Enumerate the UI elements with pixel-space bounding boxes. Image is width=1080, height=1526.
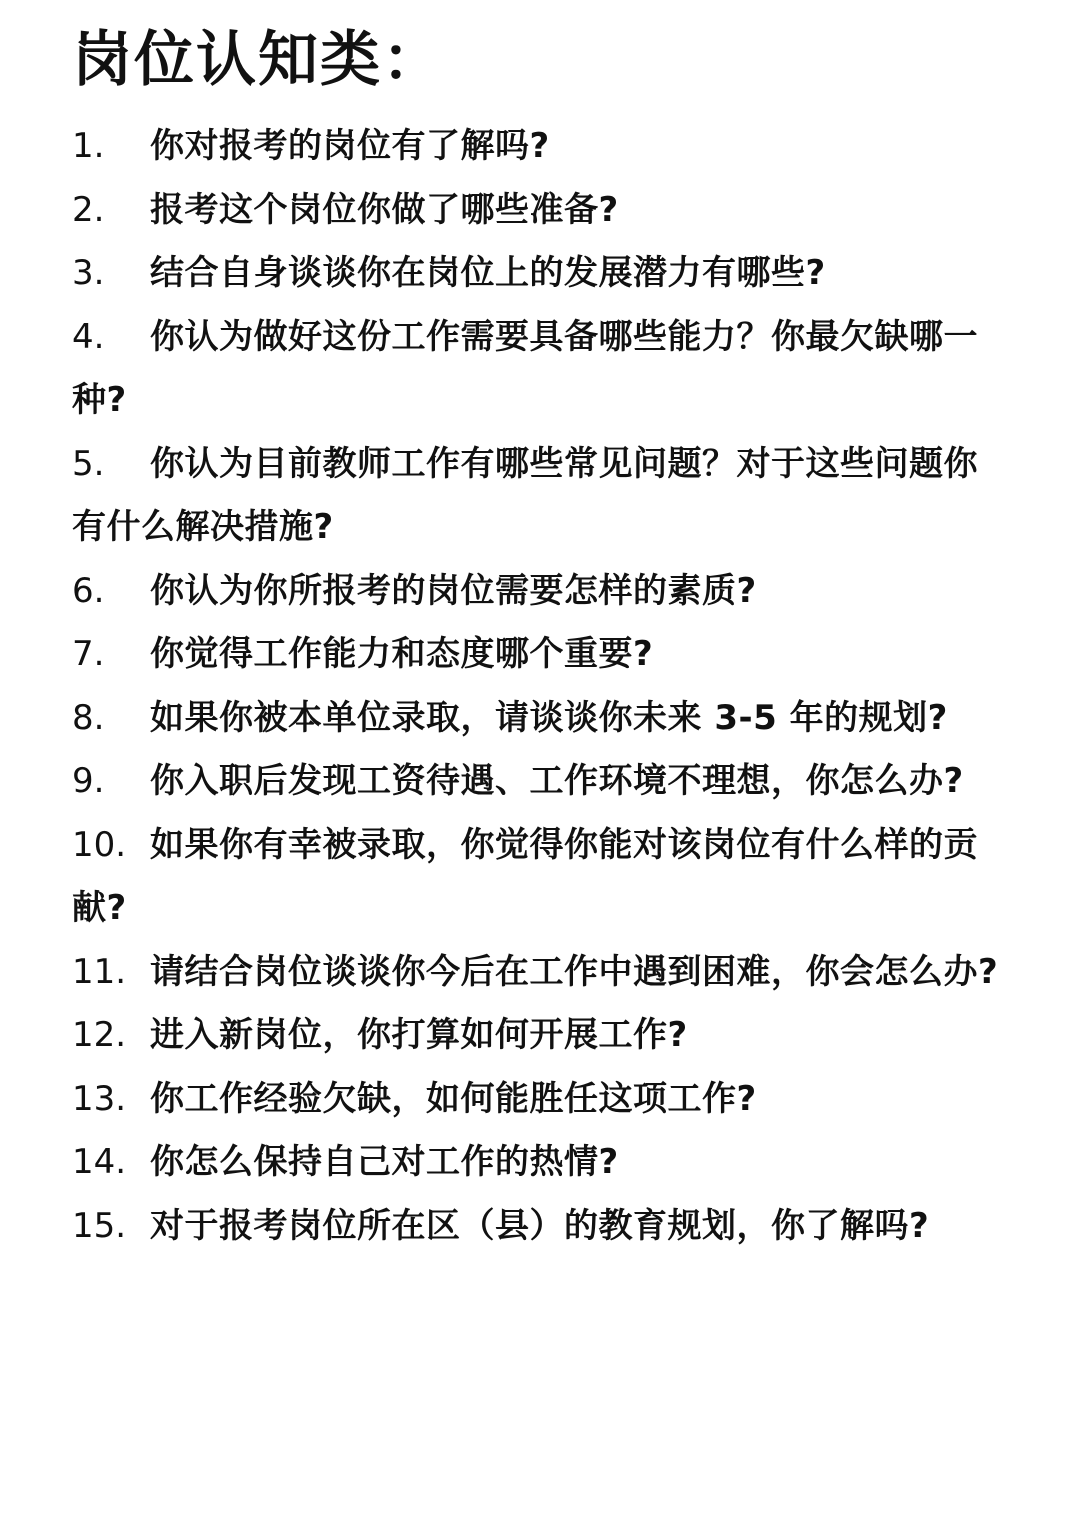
list-item — [72, 242, 1002, 306]
item-text: 你认为你所报考的岗位需要怎样的素质? — [150, 570, 757, 611]
item-number: 10. — [72, 824, 127, 865]
item-number: 4. — [72, 316, 105, 357]
item-number: 7. — [72, 634, 105, 674]
list-item — [72, 814, 1002, 941]
list-item — [72, 179, 1002, 243]
list-item — [72, 115, 1002, 179]
item-number: 1. — [72, 126, 105, 166]
item-number: 5. — [72, 443, 105, 484]
list-item — [72, 623, 1002, 687]
item-text: 进入新岗位，你打算如何开展工作? — [150, 1015, 688, 1055]
item-number: 3. — [72, 253, 105, 293]
list-item — [72, 560, 1002, 624]
item-text: 对于报考岗位所在区（县）的教育规划，你了解吗? — [150, 1205, 930, 1246]
list-item — [72, 1068, 1002, 1132]
item-text: 你入职后发现工资待遇、工作环境不理想，你怎么办? — [150, 761, 964, 801]
page-title: 岗位认知类： — [72, 25, 444, 95]
item-text: 你对报考的岗位有了解吗? — [150, 126, 550, 166]
question-list — [72, 115, 1002, 1258]
item-text: 你认为目前教师工作有哪些常见问题？对于这些问题你有什么解决措施? — [72, 443, 978, 547]
item-number: 14. — [72, 1142, 127, 1182]
item-number: 2. — [72, 189, 105, 230]
item-number: 13. — [72, 1078, 127, 1119]
item-text: 你觉得工作能力和态度哪个重要? — [150, 634, 654, 674]
item-text: 你怎么保持自己对工作的热情? — [150, 1142, 619, 1182]
item-text: 你认为做好这份工作需要具备哪些能力？你最欠缺哪一种? — [72, 316, 978, 420]
list-item — [72, 1004, 1002, 1068]
list-item — [72, 433, 1002, 560]
item-text: 如果你有幸被录取，你觉得你能对该岗位有什么样的贡献? — [72, 824, 978, 928]
list-item — [72, 687, 1002, 751]
item-number: 11. — [72, 951, 127, 992]
item-number: 15. — [72, 1205, 127, 1246]
item-number: 8. — [72, 697, 105, 738]
list-item — [72, 1195, 1002, 1259]
item-text: 报考这个岗位你做了哪些准备? — [150, 189, 619, 230]
item-text: 结合自身谈谈你在岗位上的发展潜力有哪些? — [150, 253, 826, 293]
list-item — [72, 306, 1002, 433]
list-item — [72, 1131, 1002, 1195]
item-number: 9. — [72, 761, 105, 801]
item-text: 你工作经验欠缺，如何能胜任这项工作? — [150, 1078, 757, 1119]
item-number: 6. — [72, 570, 105, 611]
item-text: 如果你被本单位录取，请谈谈你未来 3-5 年的规划? — [150, 697, 948, 738]
list-item — [72, 941, 1002, 1005]
item-number: 12. — [72, 1015, 127, 1055]
list-item — [72, 750, 1002, 814]
item-text: 请结合岗位谈谈你今后在工作中遇到困难，你会怎么办? — [150, 951, 999, 992]
